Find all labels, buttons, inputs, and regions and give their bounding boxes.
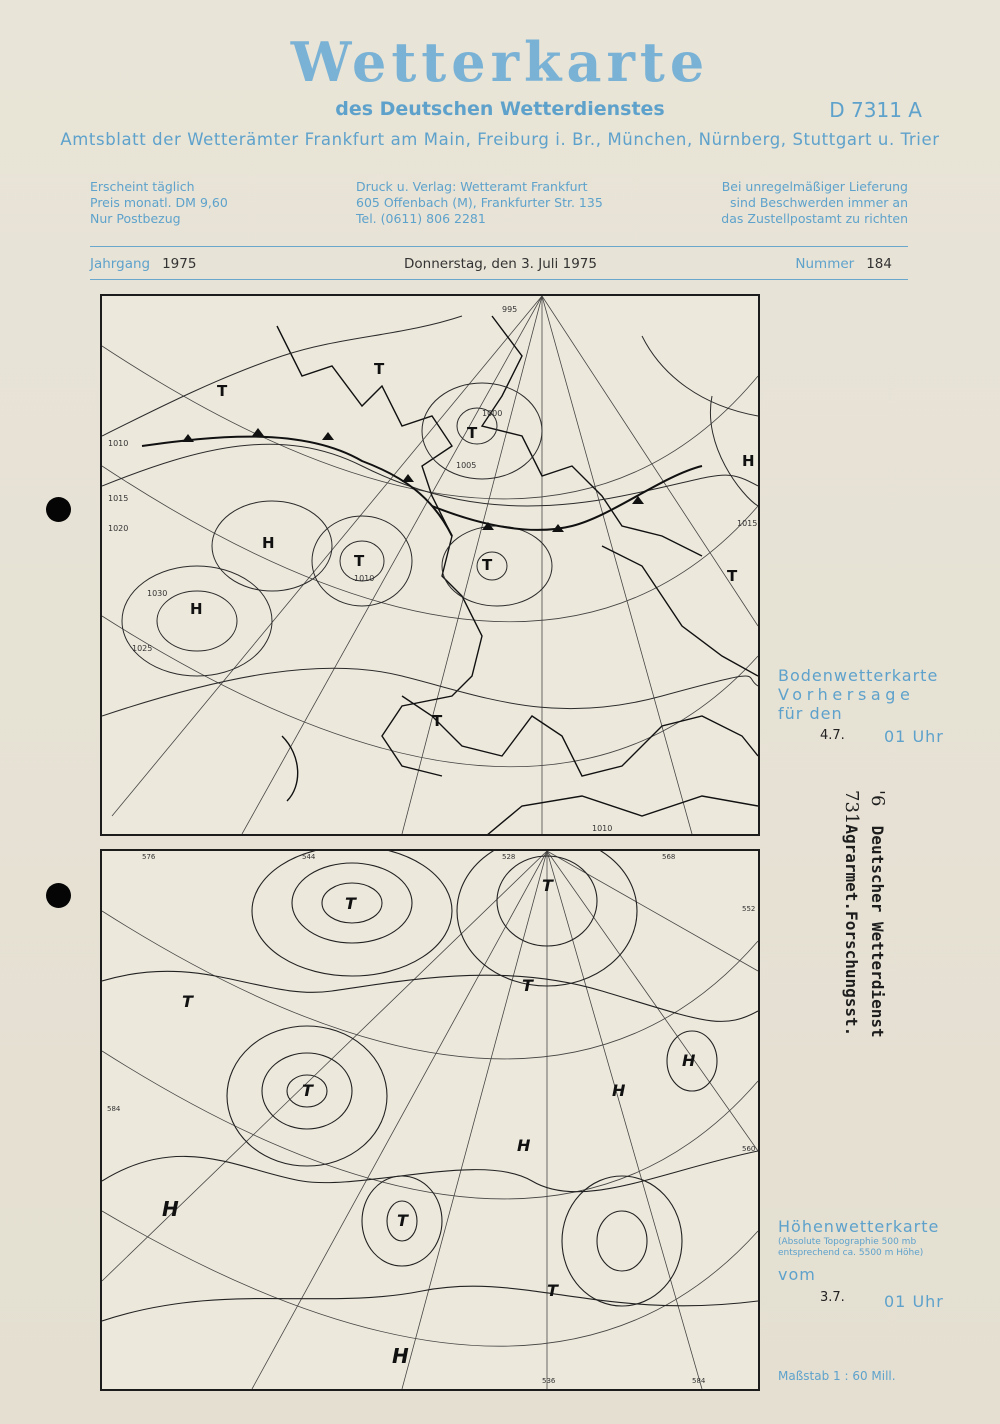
svg-text:T: T <box>542 876 553 895</box>
svg-text:T: T <box>302 1081 313 1100</box>
header-rule-bottom <box>90 279 908 280</box>
punch-hole-top <box>46 497 71 522</box>
upper-map-caption: Höhenwetterkarte <box>778 1217 940 1236</box>
publication-info-left: Erscheint täglich Preis monatl. DM 9,60 Nur Postbezug <box>90 179 228 226</box>
contour-value: 560 <box>742 1145 756 1153</box>
contour-value: 544 <box>302 853 316 861</box>
upper-map-svg <box>102 851 758 1389</box>
isobar-value: 1005 <box>456 461 477 470</box>
surface-forecast-map <box>100 294 760 836</box>
isobar-value: 1025 <box>132 644 153 653</box>
contour-value: 568 <box>662 853 676 861</box>
low-label: T <box>727 567 738 585</box>
upper-map-vom: vom <box>778 1265 816 1284</box>
punch-hole-bottom <box>46 883 71 908</box>
masthead-title: Wetterkarte <box>290 30 710 94</box>
publication-info-right: Bei unregelmäßiger Lieferung sind Beschwerden immer an das Zustellpostamt zu richten <box>721 179 908 226</box>
surface-map-caption: Bodenwetterkarte Vorhersage für den <box>778 666 939 723</box>
contour-value: 552 <box>742 905 756 913</box>
isobar-value: 1020 <box>108 524 129 533</box>
stamp-line-1: '6 Deutscher Wetterdienst <box>867 790 888 1038</box>
amtsblatt-line: Amtsblatt der Wetterämter Frankfurt am Main, Freiburg i. Br., München, Nürnberg, Stuttgart u. Trier <box>60 130 940 149</box>
map-scale: Maßstab 1 : 60 Mill. <box>778 1369 896 1383</box>
low-label: T <box>432 712 443 730</box>
publication-info-center: Druck u. Verlag: Wetteramt Frankfurt 605 Offenbach (M), Frankfurter Str. 135 Tel. (0611) 806 2281 <box>356 179 603 226</box>
low-label: T <box>354 552 365 570</box>
low-label: T <box>482 556 493 574</box>
isobar-value: 995 <box>502 305 518 314</box>
nummer: Nummer 184 <box>795 256 892 272</box>
isobar-value: 1010 <box>592 824 613 833</box>
stamp-line-2: 731Agrarmet.Forschungsst. <box>841 790 862 1037</box>
svg-text:T: T <box>547 1281 558 1300</box>
upper-map-subtitle: (Absolute Topographie 500 mb entsprechend ca. 5500 m Höhe) <box>778 1237 924 1258</box>
svg-text:T: T <box>522 976 533 995</box>
publication-code: D 7311 A <box>829 98 922 122</box>
surface-map-svg <box>102 296 758 834</box>
upper-air-map <box>100 849 760 1391</box>
jahrgang: Jahrgang 1975 <box>90 256 197 272</box>
svg-text:H: H <box>162 1197 179 1221</box>
contour-value: 584 <box>692 1377 706 1385</box>
contour-value: 536 <box>542 1377 556 1385</box>
contour-value: 528 <box>502 853 516 861</box>
low-label: T <box>182 992 193 1011</box>
svg-text:H: H <box>517 1136 531 1155</box>
upper-map-time: 01 Uhr <box>884 1292 944 1311</box>
isobar-value: 1010 <box>354 574 375 583</box>
low-label: T <box>374 360 385 378</box>
isobar-value: 1030 <box>147 589 168 598</box>
surface-map-date: 4.7. <box>820 728 845 743</box>
svg-text:T: T <box>397 1211 408 1230</box>
isobar-value: 1000 <box>482 409 503 418</box>
high-label: H <box>190 600 203 618</box>
masthead-subtitle: des Deutschen Wetterdienstes <box>335 98 665 120</box>
contour-value: 584 <box>107 1105 121 1113</box>
isobar-value: 1015 <box>737 519 758 528</box>
svg-text:H: H <box>392 1344 409 1368</box>
issue-date: Donnerstag, den 3. Juli 1975 <box>404 256 597 272</box>
low-label: T <box>467 424 478 442</box>
upper-map-date: 3.7. <box>820 1290 845 1305</box>
header-rule-top <box>90 246 908 247</box>
high-label: H <box>262 534 275 552</box>
high-label: H <box>742 452 755 470</box>
svg-text:H: H <box>682 1051 696 1070</box>
surface-map-time: 01 Uhr <box>884 727 944 746</box>
contour-value: 576 <box>142 853 156 861</box>
library-stamp <box>838 790 890 1038</box>
low-label: T <box>217 382 228 400</box>
svg-text:T: T <box>345 894 356 913</box>
svg-text:H: H <box>612 1081 626 1100</box>
isobar-value: 1010 <box>108 439 129 448</box>
isobar-value: 1015 <box>108 494 129 503</box>
